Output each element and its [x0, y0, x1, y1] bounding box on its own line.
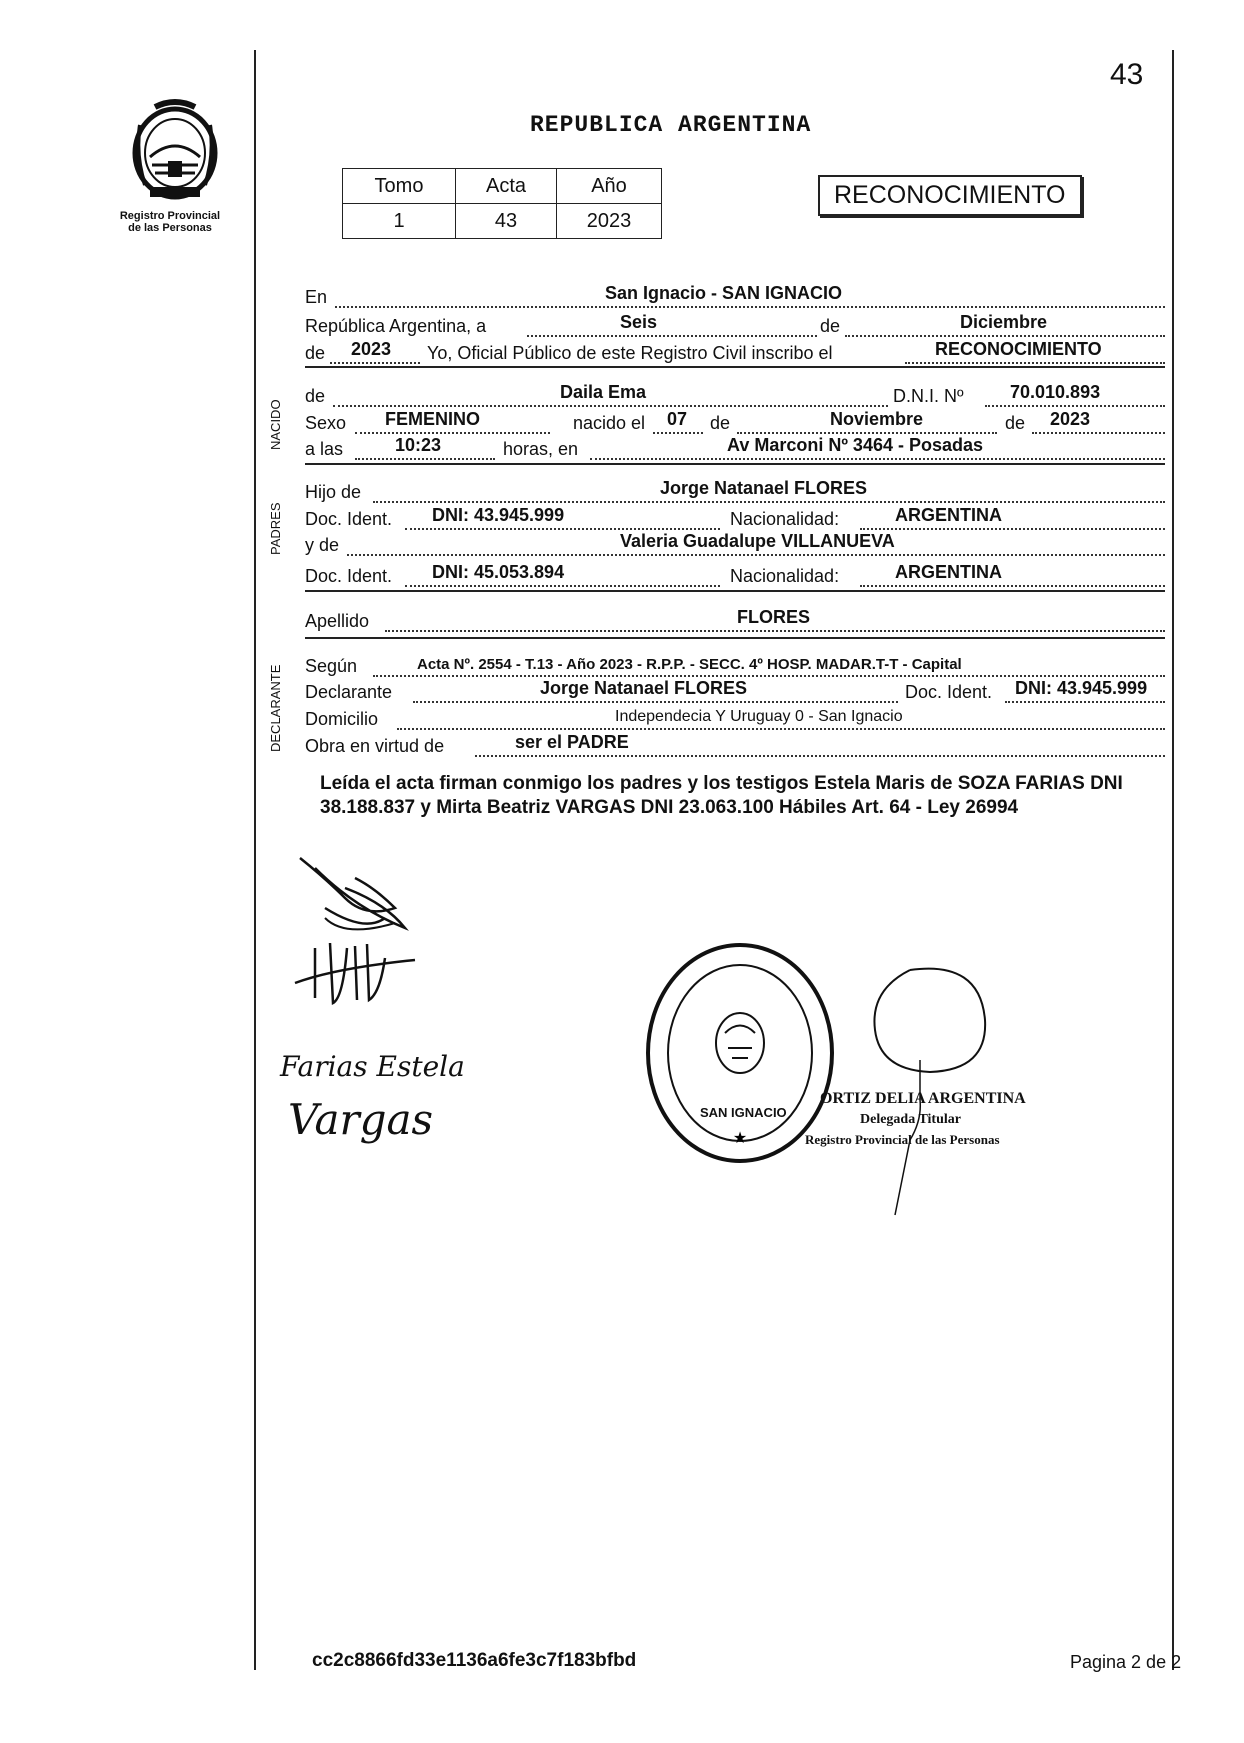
yde-label: y de: [305, 535, 340, 555]
witness-signature-2: Vargas: [288, 1095, 434, 1144]
de-label-3: de: [710, 413, 731, 433]
alas-label: a las: [305, 439, 344, 459]
header-anio: Año: [557, 169, 662, 204]
year-value: 2023: [351, 339, 392, 359]
hijo-label: Hijo de: [305, 482, 362, 502]
separator-1: [305, 366, 1165, 368]
signing-note: Leída el acta firman conmigo los padres y los testigos Estela Maris de SOZA FARIAS DNI 38.188.837 y Mirta Beatriz VARGAS DNI 23.063.100 Hábiles Art. 64 - Ley 26994: [320, 773, 1123, 818]
record-table-header-row: [343, 169, 662, 204]
sexo-label: Sexo: [305, 413, 347, 433]
father-doc-value: DNI: 43.945.999: [432, 505, 565, 525]
row-mother: [305, 530, 1165, 558]
separator-2: [305, 463, 1165, 465]
row-father-doc: [305, 504, 1165, 532]
sex-value: FEMENINO: [385, 409, 481, 429]
birth-time-value: 10:23: [395, 435, 442, 455]
nacido-label: nacido el: [573, 413, 646, 433]
birth-month-value: Noviembre: [830, 409, 924, 429]
row-father: [305, 477, 1165, 505]
svg-text:★: ★: [732, 1128, 748, 1147]
row-act: [305, 338, 1165, 366]
row-mother-doc: [305, 561, 1165, 589]
en-label: En: [305, 287, 328, 307]
row-domicilio: [305, 704, 1165, 732]
row-date: [305, 311, 1165, 339]
nacionalidad-label-2: Nacionalidad:: [730, 566, 840, 586]
row-surname: [305, 606, 1165, 634]
stamp-inner-text: SAN IGNACIO: [700, 1105, 787, 1120]
obra-label: Obra en virtud de: [305, 736, 445, 756]
place-value: San Ignacio - SAN IGNACIO: [605, 283, 843, 303]
domicilio-label: Domicilio: [305, 709, 379, 729]
page-indicator: Pagina 2 de 2: [1070, 1652, 1182, 1672]
mother-doc-value: DNI: 45.053.894: [432, 562, 565, 582]
name-value: Daila Ema: [560, 382, 647, 402]
segun-label: Según: [305, 656, 358, 676]
declarante-label: Declarante: [305, 682, 393, 702]
doc-label-3: Doc. Ident.: [905, 682, 993, 702]
birth-year-value: 2023: [1050, 409, 1091, 429]
row-place: [305, 282, 1165, 310]
separator-3: [305, 590, 1165, 592]
row-time: [305, 434, 1165, 462]
official-office: Registro Provincial de las Personas: [805, 1132, 1000, 1147]
segun-value: Acta Nº. 2554 - T.13 - Año 2023 - R.P.P. - SECC. 4º HOSP. MADAR.T-T - Capital: [417, 656, 962, 673]
document-hash: cc2c8866fd33e1136a6fe3c7f183bfbd: [312, 1650, 637, 1671]
father-nat-value: ARGENTINA: [895, 505, 1002, 525]
mother-value: Valeria Guadalupe VILLANUEVA: [620, 531, 895, 551]
official-name: ORTIZ DELIA ARGENTINA: [820, 1090, 1026, 1107]
horas-label: horas, en: [503, 439, 579, 459]
value-acta: 43: [456, 204, 557, 239]
row-name: [305, 381, 1165, 409]
republica-label: República Argentina, a: [305, 316, 487, 336]
parent-signatures: [285, 848, 465, 1018]
month-value: Diciembre: [960, 312, 1048, 332]
header-tomo: Tomo: [343, 169, 456, 204]
padres-section-label: PADRES: [268, 502, 283, 555]
yo-text: Yo, Oficial Público de este Registro Civil inscribo el: [427, 343, 833, 363]
row-sex: [305, 408, 1165, 436]
page-number: 43: [1110, 58, 1144, 91]
row-obra: [305, 731, 1165, 759]
row-segun: [305, 651, 1165, 679]
day-value: Seis: [620, 312, 658, 332]
row-declarante: [305, 677, 1165, 705]
record-table: [342, 168, 662, 239]
separator-4: [305, 637, 1165, 639]
birth-place-value: Av Marconi Nº 3464 - Posadas: [727, 435, 984, 455]
right-margin-line: [1172, 50, 1174, 1670]
father-value: Jorge Natanael FLORES: [660, 478, 868, 498]
coat-of-arms-icon: [120, 95, 230, 205]
record-type-box: RECONOCIMIENTO: [818, 175, 1082, 216]
doc-label: Doc. Ident.: [305, 509, 393, 529]
declarante-section-label: DECLARANTE: [268, 664, 283, 752]
dni-label: D.N.I. Nº: [893, 386, 964, 406]
de-label-2: de: [305, 343, 326, 363]
dni-value: 70.010.893: [1010, 382, 1101, 402]
official-role: Delegada Titular: [860, 1112, 961, 1127]
de-label-4: de: [1005, 413, 1026, 433]
value-tomo: 1: [343, 204, 456, 239]
declarante-value: Jorge Natanael FLORES: [540, 678, 748, 698]
record-table-value-row: [343, 204, 662, 239]
surname-value: FLORES: [737, 607, 811, 627]
obra-value: ser el PADRE: [515, 732, 629, 752]
left-margin-line: [254, 50, 256, 1670]
act-value: RECONOCIMIENTO: [935, 339, 1102, 359]
domicilio-value: Independecia Y Uruguay 0 - San Ignacio: [615, 708, 903, 725]
nacido-section-label: NACIDO: [268, 399, 283, 450]
header-acta: Acta: [456, 169, 557, 204]
mother-nat-value: ARGENTINA: [895, 562, 1002, 582]
witness-signature-1: Farias Estela: [280, 1050, 465, 1083]
de-name-label: de: [305, 386, 326, 406]
de-label: de: [820, 316, 841, 336]
birth-day-value: 07: [667, 409, 688, 429]
logo-caption-line1: Registro Provincial: [119, 210, 221, 222]
logo-caption-line2: de las Personas: [128, 222, 212, 234]
province-logo: [95, 95, 245, 234]
value-anio: 2023: [557, 204, 662, 239]
nacionalidad-label: Nacionalidad:: [730, 509, 840, 529]
apellido-label: Apellido: [305, 611, 370, 631]
declarante-doc-value: DNI: 43.945.999: [1015, 678, 1148, 698]
document-title: REPUBLICA ARGENTINA: [530, 112, 812, 138]
doc-label-2: Doc. Ident.: [305, 566, 393, 586]
